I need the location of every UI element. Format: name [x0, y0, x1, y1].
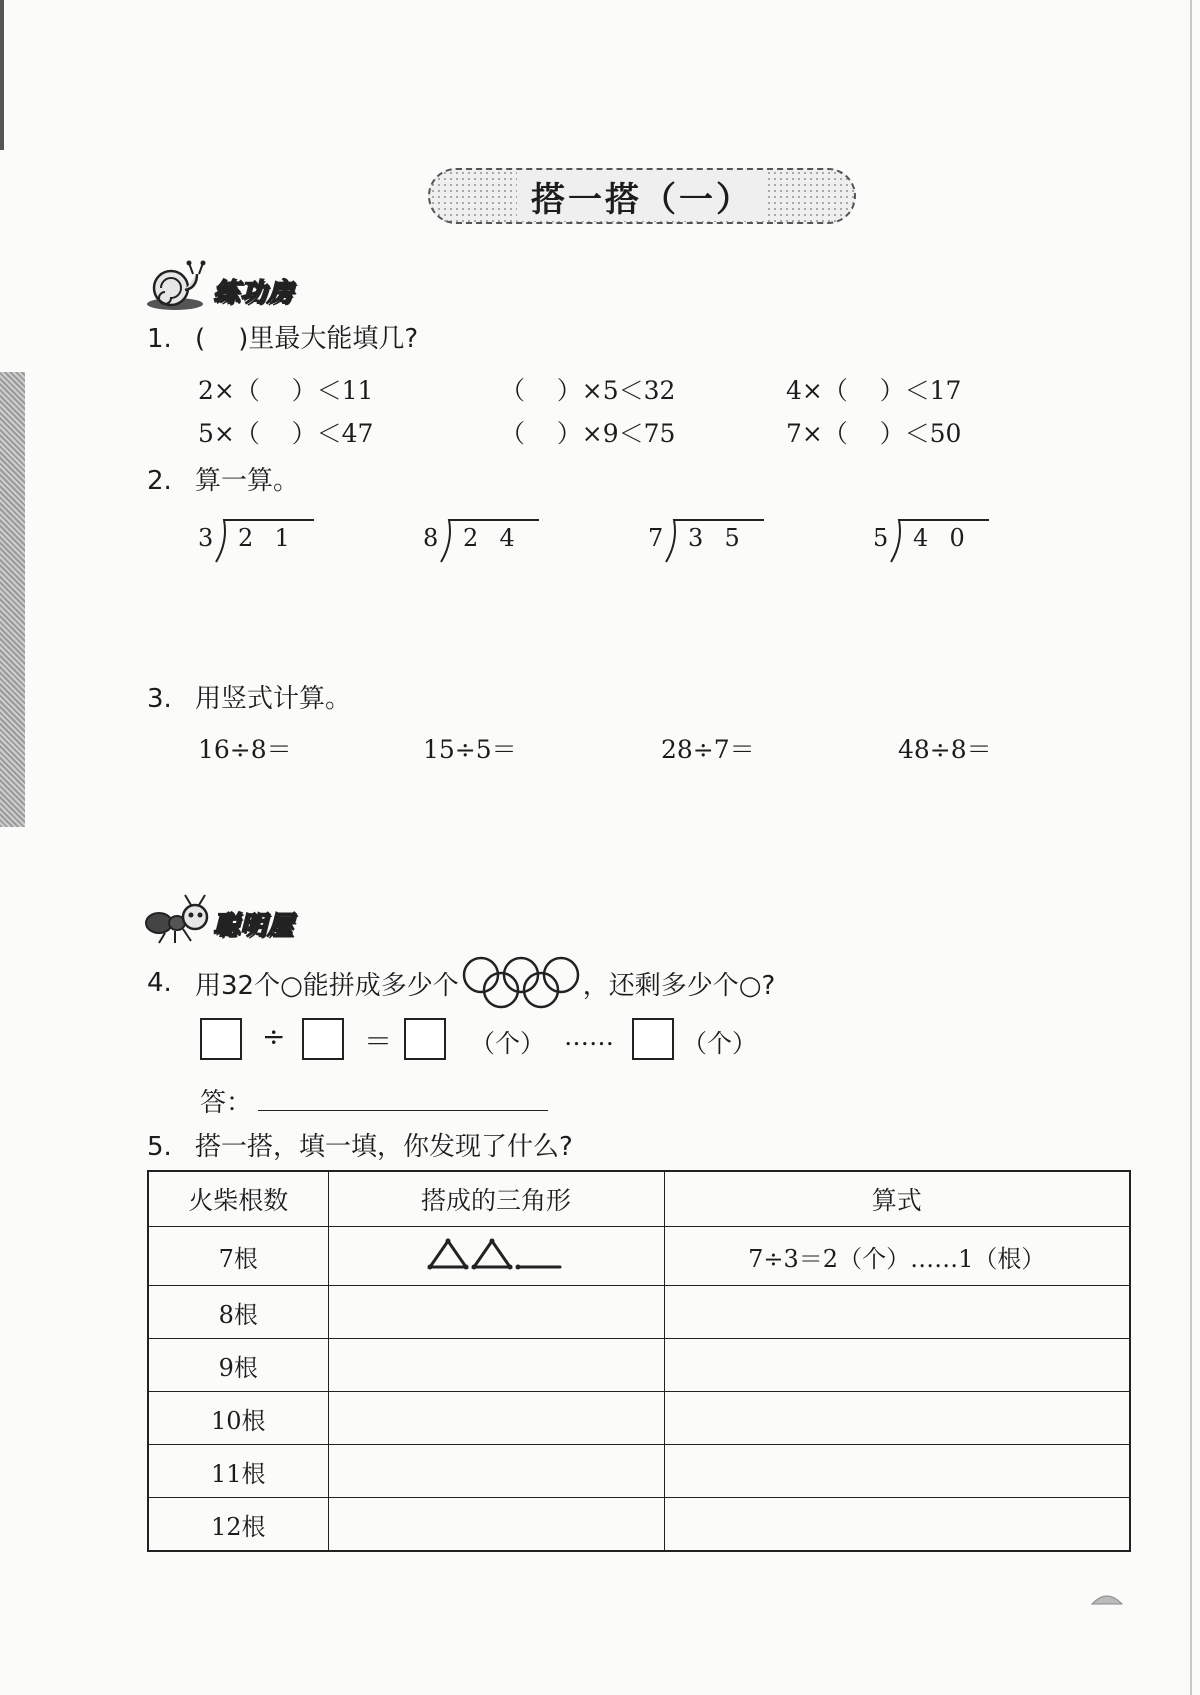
header-match-count: 火柴根数: [148, 1171, 328, 1227]
q1-item: 2×（ ）＜11: [198, 376, 374, 405]
practice-section-header: [145, 260, 325, 312]
vertical-calc-item: 15÷5＝: [423, 735, 517, 764]
q5-title: [147, 1126, 573, 1163]
q1-item: 7×（ ）＜50: [786, 419, 962, 448]
matchstick-table: [147, 1170, 1131, 1552]
binding-strip: [0, 372, 25, 827]
title-banner: [428, 168, 856, 224]
divisor: 3: [198, 524, 216, 552]
q2-title: [147, 460, 299, 497]
q1-item: 4×（ ）＜17: [786, 376, 962, 405]
practice-section-label: 练功房: [213, 278, 295, 308]
formula-cell: 7÷3＝2（个）……1（根）: [664, 1227, 1130, 1286]
match-count-cell: 7根: [148, 1227, 328, 1286]
page-corner-decoration: [1090, 1588, 1124, 1606]
divisor: 5: [873, 524, 891, 552]
dividend: 3 5: [688, 524, 742, 552]
q1-text: ( )里最大能填几?: [195, 324, 419, 354]
q4-number: 4.: [147, 968, 172, 998]
q1-item: （ ）×9＜75: [500, 419, 676, 448]
formula-cell[interactable]: [664, 1392, 1130, 1445]
answer-label: 答：: [200, 1088, 253, 1118]
formula-cell[interactable]: [664, 1498, 1130, 1552]
equals-sign: ＝: [364, 1025, 393, 1058]
divisor: 7: [648, 524, 666, 552]
q5-number: 5.: [147, 1132, 172, 1162]
smart-section-label: 聪明屋: [213, 911, 295, 941]
header-triangles: 搭成的三角形: [328, 1171, 664, 1227]
table-row: [148, 1227, 1130, 1286]
ellipsis: ……: [564, 1022, 614, 1051]
table-row: [148, 1339, 1130, 1392]
q4-text-after: ，还剩多少个○?: [582, 970, 776, 1001]
triangles-cell[interactable]: [328, 1498, 664, 1552]
q3-text: 用竖式计算。: [195, 684, 352, 714]
match-count-cell: 9根: [148, 1339, 328, 1392]
match-count-cell: 12根: [148, 1498, 328, 1552]
dividend: 4 0: [913, 524, 967, 552]
answer-box[interactable]: [200, 1018, 242, 1060]
divide-sign: ÷: [262, 1020, 286, 1053]
answer-box[interactable]: [632, 1018, 674, 1060]
table-row: [148, 1498, 1130, 1552]
header-formula: 算式: [664, 1171, 1130, 1227]
smart-section-header: [145, 893, 325, 945]
q2-number: 2.: [147, 466, 172, 496]
q1-number: 1.: [147, 324, 172, 354]
triangles-cell: [328, 1227, 664, 1286]
q4-text-before: 用32个○能拼成多少个: [195, 970, 459, 1001]
formula-cell[interactable]: [664, 1286, 1130, 1339]
match-count-cell: 10根: [148, 1392, 328, 1445]
table-header-row: [148, 1171, 1130, 1227]
answer-line[interactable]: [258, 1110, 548, 1111]
long-division: [873, 518, 993, 564]
page-title: 搭一搭（一）: [517, 172, 767, 221]
divisor: 8: [423, 524, 441, 552]
q1-item: （ ）×5＜32: [500, 376, 676, 405]
formula-cell[interactable]: [664, 1339, 1130, 1392]
q3-number: 3.: [147, 684, 172, 714]
vertical-calc-item: 48÷8＝: [898, 735, 992, 764]
binding-mark: [0, 0, 4, 150]
triangles-cell[interactable]: [328, 1392, 664, 1445]
triangles-cell[interactable]: [328, 1339, 664, 1392]
q1-title: [147, 318, 418, 355]
answer-box[interactable]: [302, 1018, 344, 1060]
triangles-cell[interactable]: [328, 1445, 664, 1498]
triangles-cell[interactable]: [328, 1286, 664, 1339]
matchstick-triangles-icon: [426, 1233, 566, 1273]
table-row: [148, 1392, 1130, 1445]
unit-label: （个）: [470, 1029, 546, 1058]
olympic-rings-icon: [461, 955, 581, 1011]
formula-cell[interactable]: [664, 1445, 1130, 1498]
match-count-cell: 8根: [148, 1286, 328, 1339]
q2-text: 算一算。: [195, 466, 300, 496]
page-edge: [1190, 0, 1192, 1695]
q4-title: [147, 955, 775, 1011]
long-division: [648, 518, 768, 564]
q5-text: 搭一搭，填一填，你发现了什么?: [195, 1132, 573, 1162]
table-row: [148, 1445, 1130, 1498]
q1-item: 5×（ ）＜47: [198, 419, 374, 448]
q3-title: [147, 678, 351, 715]
ant-icon: [145, 893, 215, 945]
table-row: [148, 1286, 1130, 1339]
dividend: 2 1: [238, 524, 292, 552]
unit-label: （个）: [682, 1029, 758, 1058]
snail-icon: [145, 260, 211, 312]
vertical-calc-item: 28÷7＝: [661, 735, 755, 764]
long-division: [198, 518, 318, 564]
match-count-cell: 11根: [148, 1445, 328, 1498]
dividend: 2 4: [463, 524, 517, 552]
answer-box[interactable]: [404, 1018, 446, 1060]
long-division: [423, 518, 543, 564]
vertical-calc-item: 16÷8＝: [198, 735, 292, 764]
